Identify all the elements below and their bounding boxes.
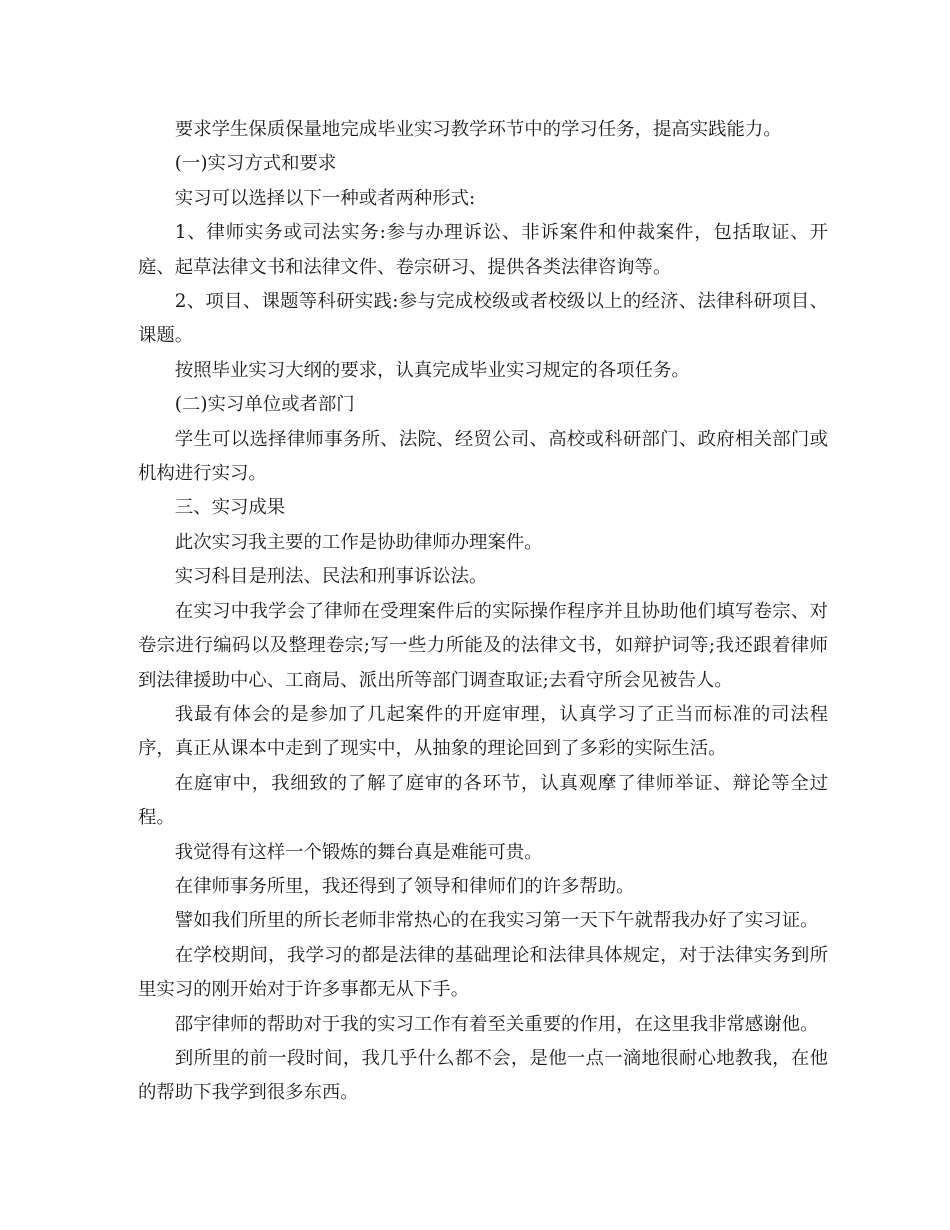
paragraph: 2、项目、课题等科研实践:参与完成校级或者校级以上的经济、法律科研项目、课题。 — [138, 291, 828, 347]
paragraph: 譬如我们所里的所长老师非常热心的在我实习第一天下午就帮我办好了实习证。 — [174, 910, 819, 932]
paragraph: 学生可以选择律师事务所、法院、经贸公司、高校或科研部门、政府相关部门或机构进行实习。 — [138, 428, 828, 485]
paragraph: 我觉得有这样一个锻炼的舞台真是难能可贵。 — [174, 841, 543, 863]
paragraph: 此次实习我主要的工作是协助律师办理案件。 — [174, 531, 543, 553]
paragraph: 要求学生保质保量地完成毕业实习教学环节中的学习任务，提高实践能力。 — [174, 119, 782, 140]
section-heading: (二)实习单位或者部门 — [174, 394, 355, 416]
paragraph: 在庭审中，我细致的了解了庭审的各环节，认真观摩了律师举证、辩论等全过程。 — [138, 772, 828, 829]
paragraph: 在律师事务所里，我还得到了领导和律师们的许多帮助。 — [174, 875, 635, 897]
paragraph: 在学校期间，我学习的都是法律的基础理论和法律具体规定，对于法律实务到所里实习的刚开始对于许多事都无从下手。 — [138, 944, 828, 1001]
paragraph: 到所里的前一段时间，我几乎什么都不会，是他一点一滴地很耐心地教我，在他的帮助下我学到很多东西。 — [138, 1047, 828, 1104]
paragraph: 实习可以选择以下一种或者两种形式: — [174, 187, 476, 209]
paragraph: 实习科目是刑法、民法和刑事诉讼法。 — [174, 566, 488, 588]
section-heading: (一)实习方式和要求 — [174, 153, 337, 175]
paragraph: 按照毕业实习大纲的要求，认真完成毕业实习规定的各项任务。 — [174, 359, 690, 381]
paragraph: 我最有体会的是参加了几起案件的开庭审理，认真学习了正当而标准的司法程序，真正从课本中走到了现实中，从抽象的理论回到了多彩的实际生活。 — [138, 703, 828, 760]
document-body — [138, 113, 828, 1111]
paragraph: 1、律师实务或司法实务:参与办理诉讼、非诉案件和仲裁案件，包括取证、开庭、起草法律文书和法律文件、卷宗研习、提供各类法律咨询等。 — [138, 222, 828, 278]
section-heading: 三、实习成果 — [174, 497, 286, 519]
paragraph: 邵宇律师的帮助对于我的实习工作有着至关重要的作用，在这里我非常感谢他。 — [174, 1013, 819, 1035]
paragraph: 在实习中我学会了律师在受理案件后的实际操作程序并且协助他们填写卷宗、对卷宗进行编码以及整理卷宗;写一些力所能及的法律文书，如辩护词等;我还跟着律师到法律援助中心、工商局、派出所等部门调查取证;去看守所会见被告人。 — [138, 600, 828, 691]
